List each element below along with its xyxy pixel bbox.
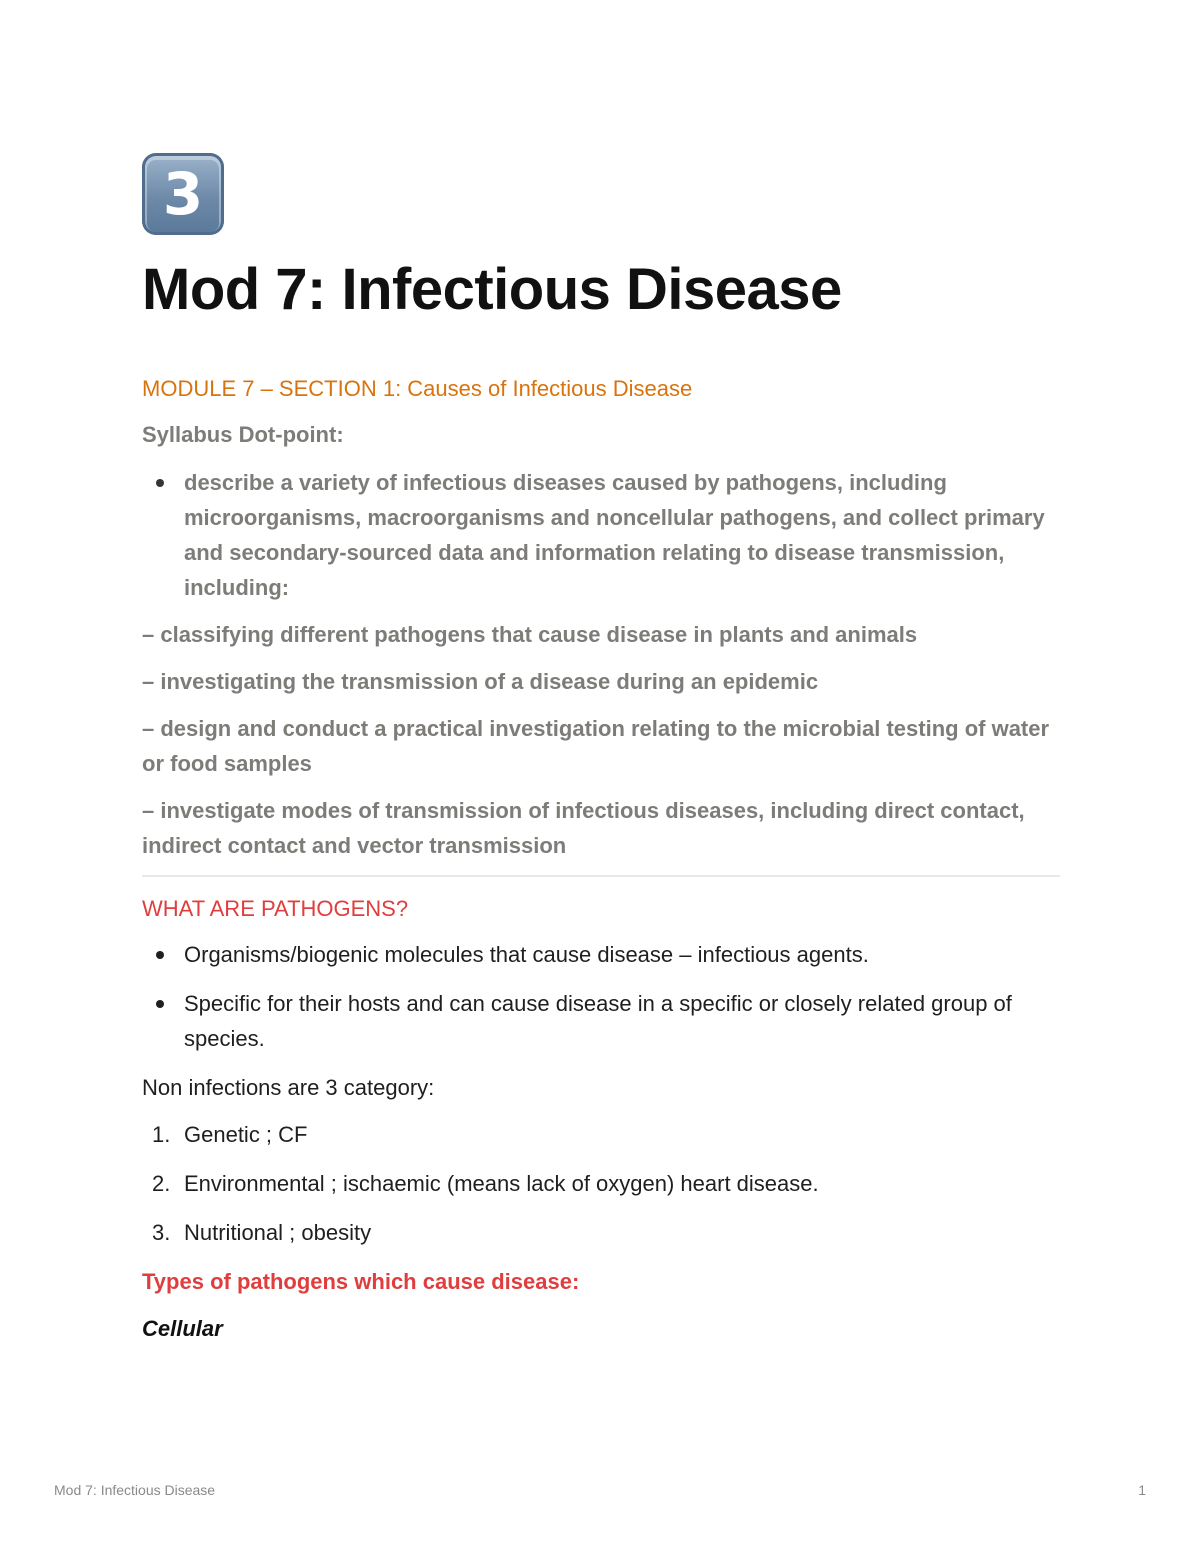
document-page [142,153,1060,1346]
list-item-text: Organisms/biogenic molecules that cause disease – infectious agents. [184,942,869,967]
dash-point: – investigating the transmission of a disease during an epidemic [142,669,819,694]
list-item [142,986,1060,1056]
list-item-text: Nutritional ; obesity [184,1220,372,1245]
list-item [142,937,1060,972]
syllabus-label: Syllabus Dot-point: [142,422,344,447]
list-item [142,465,1060,605]
list-number: 2. [152,1171,171,1196]
categories-numbered-list [142,1117,1060,1250]
dash-point: – investigate modes of transmission of infectious diseases, including direct contact, indirect contact and vector transmission [142,798,1025,858]
list-item [142,1117,1060,1152]
bullet-dot-icon [156,951,164,959]
bullet-dot-icon [156,1000,164,1008]
dash-point: – classifying different pathogens that cause disease in plants and animals [142,622,918,647]
bullet-dot-icon [156,479,164,487]
keycap-digit: 3 [162,160,204,228]
divider [142,875,1060,877]
list-item-text: Genetic ; CF [184,1122,308,1147]
list-item-text: Specific for their hosts and can cause disease in a specific or closely related group of species. [184,991,1012,1051]
list-item [142,1215,1060,1250]
dash-point: – design and conduct a practical investigation relating to the microbial testing of water or food samples [142,716,1050,776]
footer-page-number: 1 [1138,1482,1146,1498]
cellular-label: Cellular [142,1316,223,1341]
non-infections-intro: Non infections are 3 category: [142,1075,435,1100]
list-item-text: Environmental ; ischaemic (means lack of oxygen) heart disease. [184,1171,819,1196]
section-heading: MODULE 7 – SECTION 1: Causes of Infectious Disease [142,376,693,401]
list-number: 1. [152,1122,171,1147]
pathogens-heading: WHAT ARE PATHOGENS? [142,896,409,921]
list-number: 3. [152,1220,171,1245]
footer-title: Mod 7: Infectious Disease [54,1482,216,1498]
page-title: Mod 7: Infectious Disease [142,257,842,322]
syllabus-bullet-list [142,465,1060,605]
types-heading: Types of pathogens which cause disease: [142,1269,580,1294]
pathogens-bullet-list [142,937,1060,1056]
list-item-text: describe a variety of infectious diseases caused by pathogens, including microorganisms, macroorganisms and noncellular pathogens, and collect primary and secondary-sourced data and information relating to disease transmission, including: [184,470,1045,600]
list-item [142,1166,1060,1201]
keycap-digit-three-icon [142,153,224,235]
